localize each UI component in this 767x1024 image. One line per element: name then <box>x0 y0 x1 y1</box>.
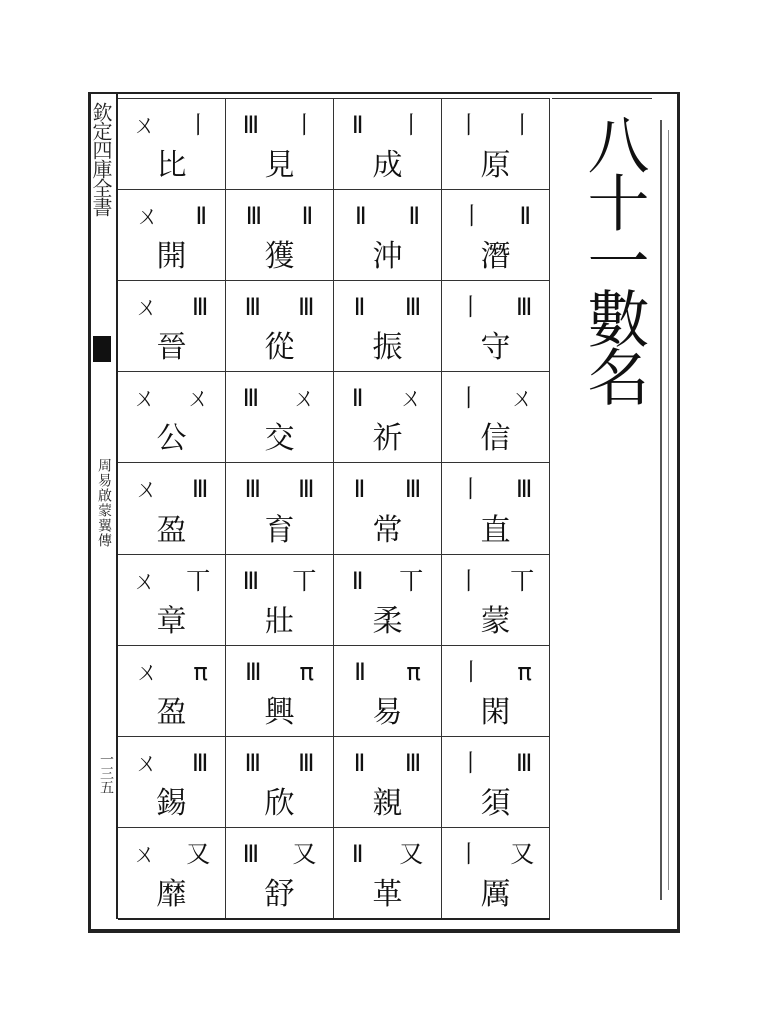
numeral-name: 親 <box>372 785 403 821</box>
rod-numeral-first: Ⅲ <box>245 202 263 231</box>
table-cell <box>118 189 226 280</box>
counting-rods <box>442 839 549 868</box>
counting-rods <box>226 748 333 777</box>
table-cell <box>226 371 334 462</box>
table-title: 八十一數名 <box>577 113 650 403</box>
rod-numeral-second: ㄨ <box>186 384 211 413</box>
collection-title: 欽定四庫全書 <box>89 102 113 216</box>
rod-numeral-second: Ⅲ <box>515 475 533 504</box>
rod-numeral-second: Ⅲ <box>404 748 422 777</box>
counting-rods <box>118 657 225 686</box>
counting-rods <box>118 113 225 137</box>
counting-rods <box>226 113 333 137</box>
rod-numeral-first: ㄨ <box>134 748 159 777</box>
rod-numeral-second: 又 <box>186 839 211 868</box>
rod-numeral-first: Ⅲ <box>244 748 262 777</box>
rod-numeral-second: π <box>299 657 314 686</box>
table-cell <box>334 462 442 553</box>
numeral-name: 欣 <box>264 785 295 821</box>
table-cell <box>118 827 226 918</box>
rod-numeral-second: Ⅱ <box>408 202 421 231</box>
counting-rods <box>226 839 333 868</box>
numeral-name: 育 <box>264 512 295 548</box>
rod-numeral-second: π <box>517 657 532 686</box>
rod-numeral-first: ㄨ <box>135 202 160 231</box>
counting-rods <box>442 202 549 231</box>
rod-numeral-second: Ⅲ <box>191 293 209 322</box>
table-cell <box>442 645 550 736</box>
rod-numeral-second: ㄨ <box>292 384 317 413</box>
table-cell <box>334 827 442 918</box>
rod-numeral-first: 丨 <box>456 839 481 868</box>
rod-numeral-first: ㄨ <box>135 657 160 686</box>
rod-numeral-first: ㄨ <box>132 384 157 413</box>
rod-numeral-first: 丨 <box>456 566 481 595</box>
rod-numeral-second: Ⅲ <box>191 748 209 777</box>
rod-numeral-second: Ⅲ <box>191 475 209 504</box>
counting-rods <box>334 293 441 322</box>
table-cell <box>226 736 334 827</box>
rod-numeral-first: Ⅱ <box>353 475 366 504</box>
numeral-name: 閑 <box>480 694 511 730</box>
counting-rods <box>442 475 549 504</box>
table-cell <box>226 827 334 918</box>
rod-numeral-second: π <box>193 657 208 686</box>
numeral-name: 厲 <box>480 877 511 912</box>
rod-numeral-second: 丨 <box>186 111 211 139</box>
counting-rods <box>442 657 549 686</box>
rod-numeral-second: 丅 <box>292 566 317 595</box>
counting-rods <box>118 384 225 413</box>
counting-rods <box>118 748 225 777</box>
counting-rods <box>442 566 549 595</box>
decorative-rule <box>660 120 662 900</box>
table-cell <box>334 736 442 827</box>
counting-rods <box>226 566 333 595</box>
table-cell <box>442 827 550 918</box>
rod-numeral-second: Ⅲ <box>515 748 533 777</box>
counting-rods <box>334 748 441 777</box>
counting-rods <box>118 202 225 231</box>
rod-numeral-second: 又 <box>510 839 535 868</box>
numeral-name: 革 <box>372 877 403 912</box>
rod-numeral-first: ㄨ <box>132 111 157 139</box>
rod-numeral-second: Ⅲ <box>297 293 315 322</box>
table-cell <box>334 280 442 371</box>
rod-numeral-second: 丨 <box>399 111 424 139</box>
numeral-name: 興 <box>264 694 295 730</box>
numeral-name: 柔 <box>372 603 403 639</box>
table-cell <box>226 98 334 189</box>
counting-rods <box>118 293 225 322</box>
numeral-name: 須 <box>480 785 511 821</box>
rod-numeral-second: 丅 <box>399 566 424 595</box>
numeral-name: 振 <box>372 330 403 366</box>
rod-numeral-second: Ⅲ <box>404 475 422 504</box>
counting-rods <box>334 384 441 413</box>
numeral-name: 開 <box>156 239 187 275</box>
table-cell <box>226 462 334 553</box>
counting-rods <box>334 839 441 868</box>
numeral-name: 盈 <box>156 512 187 548</box>
counting-rods <box>442 293 549 322</box>
rod-numeral-first: Ⅲ <box>242 839 260 868</box>
table-cell <box>334 645 442 736</box>
rod-numeral-second: Ⅱ <box>519 202 532 231</box>
counting-rods <box>118 566 225 595</box>
rod-numeral-first: Ⅲ <box>244 293 262 322</box>
numeral-name: 直 <box>480 512 511 548</box>
table-cell <box>118 645 226 736</box>
table-cell <box>226 554 334 645</box>
numeral-name: 從 <box>264 330 295 366</box>
rod-numeral-first: 丨 <box>458 293 483 322</box>
rod-numeral-second: Ⅲ <box>515 293 533 322</box>
numeral-name: 舒 <box>264 877 295 912</box>
counting-rods <box>334 657 441 686</box>
counting-rods <box>226 657 333 686</box>
rod-numeral-second: 丨 <box>510 111 535 139</box>
numeral-name: 見 <box>264 148 295 184</box>
numeral-name: 壯 <box>264 603 295 639</box>
table-cell <box>118 98 226 189</box>
rod-numeral-first: Ⅱ <box>354 657 366 686</box>
table-cell <box>334 554 442 645</box>
rod-numeral-second: Ⅱ <box>301 202 314 231</box>
table-cell <box>442 736 550 827</box>
numeral-name: 公 <box>156 421 187 457</box>
rod-numeral-first: Ⅲ <box>242 111 260 139</box>
table-cell <box>226 645 334 736</box>
numeral-name: 獲 <box>264 239 295 275</box>
rod-numeral-second: 又 <box>292 839 317 868</box>
counting-rods <box>334 202 441 231</box>
counting-rods <box>118 475 225 504</box>
rod-numeral-second: 丅 <box>510 566 535 595</box>
counting-rods <box>334 475 441 504</box>
rod-numeral-first: Ⅱ <box>353 748 366 777</box>
numeral-name: 交 <box>264 421 295 457</box>
table-cell <box>226 189 334 280</box>
numeral-name: 晉 <box>156 330 187 366</box>
decorative-rule-thin <box>668 130 669 890</box>
numeral-name: 比 <box>156 148 187 184</box>
rod-numeral-first: 丨 <box>459 202 484 231</box>
rod-numeral-first: Ⅱ <box>354 202 367 231</box>
table-cell <box>118 462 226 553</box>
rod-numeral-second: Ⅲ <box>297 475 315 504</box>
rod-numeral-first: 丨 <box>459 657 484 686</box>
numeral-name: 錫 <box>156 785 187 821</box>
counting-rods <box>118 839 225 868</box>
table-cell <box>442 280 550 371</box>
table-cell <box>442 462 550 553</box>
page-number: 一三五 <box>98 752 114 794</box>
title-column <box>552 98 652 919</box>
rod-numeral-first: 丨 <box>458 475 483 504</box>
rod-numeral-second: 丨 <box>292 111 317 139</box>
table-cell <box>442 371 550 462</box>
counting-rods <box>334 566 441 595</box>
numeral-name: 靡 <box>156 877 187 912</box>
numeral-name: 沖 <box>372 239 403 275</box>
counting-rods <box>442 748 549 777</box>
table-cell <box>118 736 226 827</box>
table-cell <box>442 189 550 280</box>
rod-numeral-first: ㄨ <box>134 293 159 322</box>
rod-numeral-first: Ⅱ <box>351 566 364 595</box>
table-cell <box>334 98 442 189</box>
table-cell <box>334 371 442 462</box>
numeral-name: 常 <box>372 512 403 548</box>
fish-tail-mark <box>93 336 111 362</box>
counting-rods <box>226 293 333 322</box>
counting-rods <box>442 384 549 413</box>
rod-numeral-first: Ⅲ <box>242 566 260 595</box>
table-cell <box>118 280 226 371</box>
rod-numeral-first: Ⅱ <box>353 293 366 322</box>
numeral-name: 成 <box>372 148 403 184</box>
rod-numeral-second: 丅 <box>186 566 211 595</box>
numeral-name: 信 <box>480 421 511 457</box>
rod-numeral-second: Ⅲ <box>404 293 422 322</box>
numeral-name: 守 <box>480 330 511 366</box>
rod-numeral-first: 丨 <box>458 748 483 777</box>
rod-numeral-first: ㄨ <box>134 475 159 504</box>
numeral-name: 章 <box>156 603 187 639</box>
counting-rods <box>442 113 549 137</box>
rod-numeral-first: Ⅲ <box>242 384 260 413</box>
table-cell <box>442 98 550 189</box>
rod-numeral-second: Ⅱ <box>195 202 208 231</box>
table-cell <box>226 280 334 371</box>
counting-rods <box>226 384 333 413</box>
counting-rods <box>226 202 333 231</box>
rod-numeral-first: Ⅱ <box>351 839 364 868</box>
rod-numeral-first: Ⅲ <box>244 475 262 504</box>
rod-numeral-first: 丨 <box>456 384 481 413</box>
counting-rods <box>226 475 333 504</box>
rod-numeral-second: π <box>406 657 421 686</box>
book-title: 周易啟蒙翼傳 <box>96 458 112 548</box>
table-cell <box>334 189 442 280</box>
rod-numeral-second: ㄨ <box>399 384 424 413</box>
table-cell <box>118 371 226 462</box>
rod-numeral-first: Ⅱ <box>351 111 364 139</box>
table-cell <box>442 554 550 645</box>
numeral-name: 潛 <box>480 239 511 275</box>
numeral-name: 祈 <box>372 421 403 457</box>
rod-numeral-first: ㄨ <box>132 839 157 868</box>
numeral-name: 易 <box>372 694 403 730</box>
counting-rods <box>334 113 441 137</box>
rod-numeral-second: Ⅲ <box>297 748 315 777</box>
rod-numeral-first: Ⅲ <box>245 657 262 686</box>
rod-numeral-first: Ⅱ <box>351 384 364 413</box>
rod-numeral-second: 又 <box>399 839 424 868</box>
rod-numeral-first: ㄨ <box>132 566 157 595</box>
numeral-name: 盈 <box>156 694 187 730</box>
numeral-name: 蒙 <box>480 603 511 639</box>
rod-numeral-second: ㄨ <box>510 384 535 413</box>
numeral-table <box>118 98 550 920</box>
numeral-name: 原 <box>480 148 511 184</box>
rod-numeral-first: 丨 <box>456 111 481 139</box>
table-cell <box>118 554 226 645</box>
